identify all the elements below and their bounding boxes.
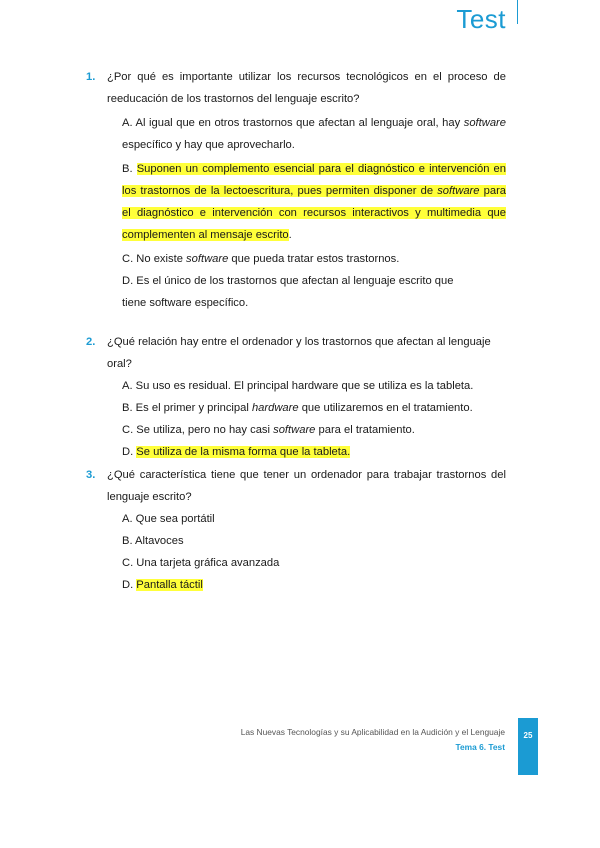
highlighted-answer: Se utiliza de la misma forma que la tableta.	[136, 446, 351, 458]
footer-book-title: Las Nuevas Tecnologías y su Aplicabilidad en la Audición y el Lenguaje	[240, 727, 505, 737]
question-number: 1.	[86, 71, 96, 83]
answer-c: C. No existe software que pueda tratar estos trastornos.	[122, 253, 400, 265]
answer-d-correct: D. Se utiliza de la misma forma que la tableta.	[122, 446, 351, 458]
question-text: ¿Qué característica tiene que tener un ordenador para trabajar trastornos del lenguaje escrito?	[107, 469, 506, 503]
highlighted-answer: Suponen un complemento esencial para el diagnóstico e intervención en los trastornos de la lectoescritura, pues permiten disponer de software para el diagnóstico e intervención con recursos interactivos y multimedia que complementen al mensaje escrito	[122, 163, 507, 241]
question-number: 3.	[86, 469, 96, 481]
answer-a: A. Al igual que en otros trastornos que afectan al lenguaje oral, hay software específico y hay que aprovecharlo.	[122, 117, 506, 151]
answer-a: A. Su uso es residual. El principal hardware que se utiliza es la tableta.	[122, 380, 474, 392]
page-title: Test	[456, 4, 506, 34]
question-2	[86, 331, 506, 463]
answer-a: A. Que sea portátil	[122, 513, 215, 525]
question-1	[86, 66, 506, 314]
page-number: 25	[518, 718, 538, 775]
answer-c: C. Una tarjeta gráfica avanzada	[122, 557, 280, 569]
answer-b-correct: B. Suponen un complemento esencial para el diagnóstico e intervención en los trastornos de la lectoescritura, pues permiten disponer de software para el diagnóstico e intervención con recursos interactivos y multimedia que complementen al mensaje escrito.	[122, 163, 507, 241]
question-text: ¿Qué relación hay entre el ordenador y los trastornos que afectan al lenguaje oral?	[107, 336, 491, 370]
answer-b: B. Altavoces	[122, 535, 184, 547]
answer-d: D. Es el único de los trastornos que afectan al lenguaje escrito que tiene software específico.	[122, 275, 454, 309]
question-text: ¿Por qué es importante utilizar los recursos tecnológicos en el proceso de reeducación de los trastornos del lenguaje escrito?	[107, 71, 506, 105]
question-number: 2.	[86, 336, 96, 348]
footer-topic: Tema 6. Test	[455, 742, 505, 752]
highlighted-answer: Pantalla táctil	[136, 579, 203, 591]
answer-d-correct: D. Pantalla táctil	[122, 579, 203, 591]
answer-c: C. Se utiliza, pero no hay casi software para el tratamiento.	[122, 424, 415, 436]
header-divider	[517, 0, 518, 24]
answer-b: B. Es el primer y principal hardware que utilizaremos en el tratamiento.	[122, 402, 473, 414]
question-3	[86, 464, 506, 596]
